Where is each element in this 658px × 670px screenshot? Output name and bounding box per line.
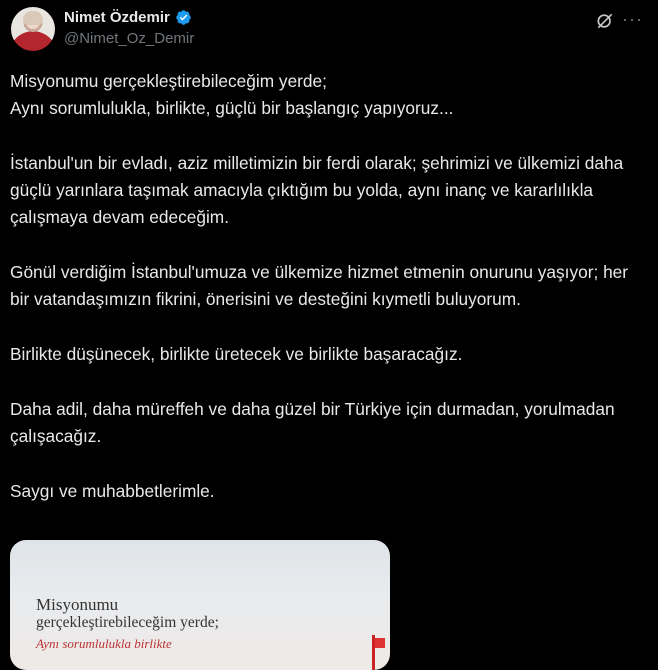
tweet-paragraph: Saygı ve muhabbetlerimle. xyxy=(10,481,215,501)
tweet-paragraph: Birlikte düşünecek, birlikte üretecek ve birlikte başaracağız. xyxy=(10,344,463,364)
author-row xyxy=(64,9,192,26)
tweet-header xyxy=(11,5,651,53)
tweet-line: Misyonumu gerçekleştirebileceğim yerde; xyxy=(10,71,327,91)
media-text-line: Aynı sorumlulukla birlikte xyxy=(36,636,172,651)
tweet-text xyxy=(10,68,640,533)
verified-badge-icon xyxy=(175,9,192,26)
tweet-paragraph: İstanbul'un bir evladı, aziz milletimizin bir ferdi olarak; şehrimizi ve ülkemizi daha güçlü yarınlara taşımak amacıyla çıktığım bu yolda, aynı inanç ve kararlılıkla çalışmaya devam edeceğim. xyxy=(10,153,624,227)
author-handle[interactable]: @Nimet_Oz_Demir xyxy=(64,30,195,47)
tweet-line: Aynı sorumlulukla, birlikte, güçlü bir başlangıç yapıyoruz... xyxy=(10,98,454,118)
tweet-paragraph: Gönül verdiğim İstanbul'umuza ve ülkemize hizmet etmenin onurunu yaşıyor; her bir vatandaşımızın fikrini, önerisini ve desteğini kıymetli buluyorum. xyxy=(10,262,629,309)
author-name[interactable]: Nimet Özdemir xyxy=(64,9,170,26)
media-text-line: Misyonumu xyxy=(36,595,119,614)
grok-icon[interactable] xyxy=(595,11,615,31)
avatar[interactable] xyxy=(11,7,55,51)
flag xyxy=(375,638,385,648)
more-options-icon[interactable]: ··· xyxy=(622,9,643,29)
tweet-paragraph xyxy=(10,68,640,122)
tweet-paragraph: Daha adil, daha müreffeh ve daha güzel bir Türkiye için durmadan, yorulmadan çalışacağız. xyxy=(10,399,615,446)
tweet-media-image[interactable] xyxy=(10,540,390,670)
media-text-line: gerçekleştirebileceğim yerde; xyxy=(36,614,219,631)
